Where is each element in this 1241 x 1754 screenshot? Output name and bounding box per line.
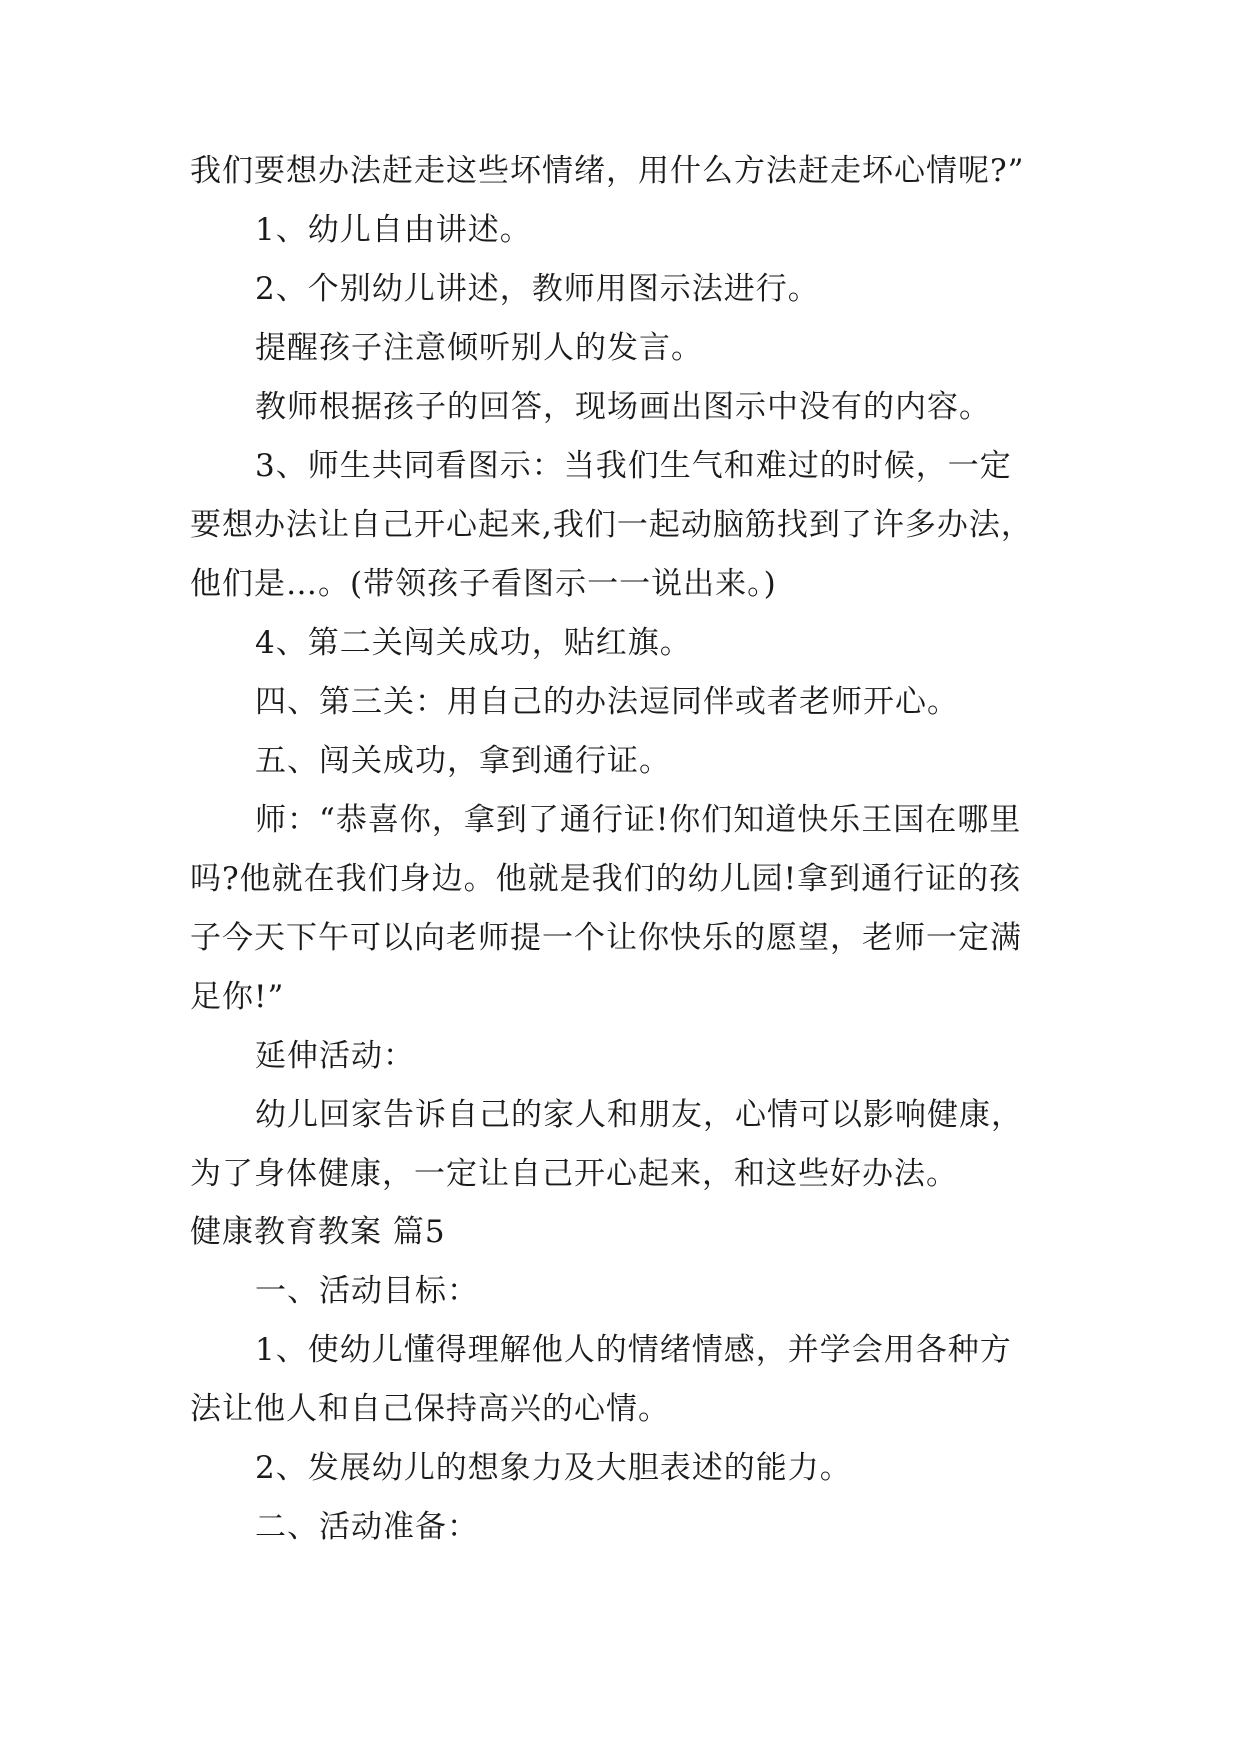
text-line: 我们要想办法赶走这些坏情绪，用什么方法赶走坏心情呢?” [190, 153, 1025, 189]
text-line: 1、使幼儿懂得理解他人的情绪情感，并学会用各种方 [255, 1332, 1012, 1368]
text-line: 1、幼儿自由讲述。 [255, 212, 532, 248]
text-line: 延伸活动： [255, 1038, 415, 1074]
text-line: 2、发展幼儿的想象力及大胆表述的能力。 [255, 1450, 852, 1486]
text-line: 足你!” [190, 979, 285, 1015]
text-line: 一、活动目标： [255, 1273, 479, 1309]
text-line: 五、闯关成功，拿到通行证。 [255, 743, 671, 779]
text-line: 师：“恭喜你，拿到了通行证!你们知道快乐王国在哪里 [255, 802, 1022, 838]
text-line: 2、个别幼儿讲述，教师用图示法进行。 [255, 271, 820, 307]
text-line: 提醒孩子注意倾听别人的发言。 [255, 330, 703, 366]
text-line: 子今天下午可以向老师提一个让你快乐的愿望，老师一定满 [190, 920, 1022, 956]
text-line: 二、活动准备： [255, 1509, 479, 1545]
text-line: 法让他人和自己保持高兴的心情。 [190, 1391, 670, 1427]
text-line: 幼儿回家告诉自己的家人和朋友，心情可以影响健康， [255, 1097, 1023, 1133]
text-line: 为了身体健康，一定让自己开心起来，和这些好办法。 [190, 1156, 958, 1192]
text-line: 3、师生共同看图示：当我们生气和难过的时候，一定 [255, 448, 1012, 484]
text-line: 四、第三关：用自己的办法逗同伴或者老师开心。 [255, 684, 959, 720]
section-heading: 健康教育教案 篇5 [190, 1214, 446, 1250]
text-line: 他们是…。(带领孩子看图示一一说出来。) [190, 566, 777, 602]
text-line: 4、第二关闯关成功，贴红旗。 [255, 625, 692, 661]
text-line: 吗?他就在我们身边。他就是我们的幼儿园!拿到通行证的孩 [190, 861, 1022, 897]
text-line: 教师根据孩子的回答，现场画出图示中没有的内容。 [255, 389, 991, 425]
text-line: 要想办法让自己开心起来,我们一起动脑筋找到了许多办法， [190, 507, 1033, 543]
